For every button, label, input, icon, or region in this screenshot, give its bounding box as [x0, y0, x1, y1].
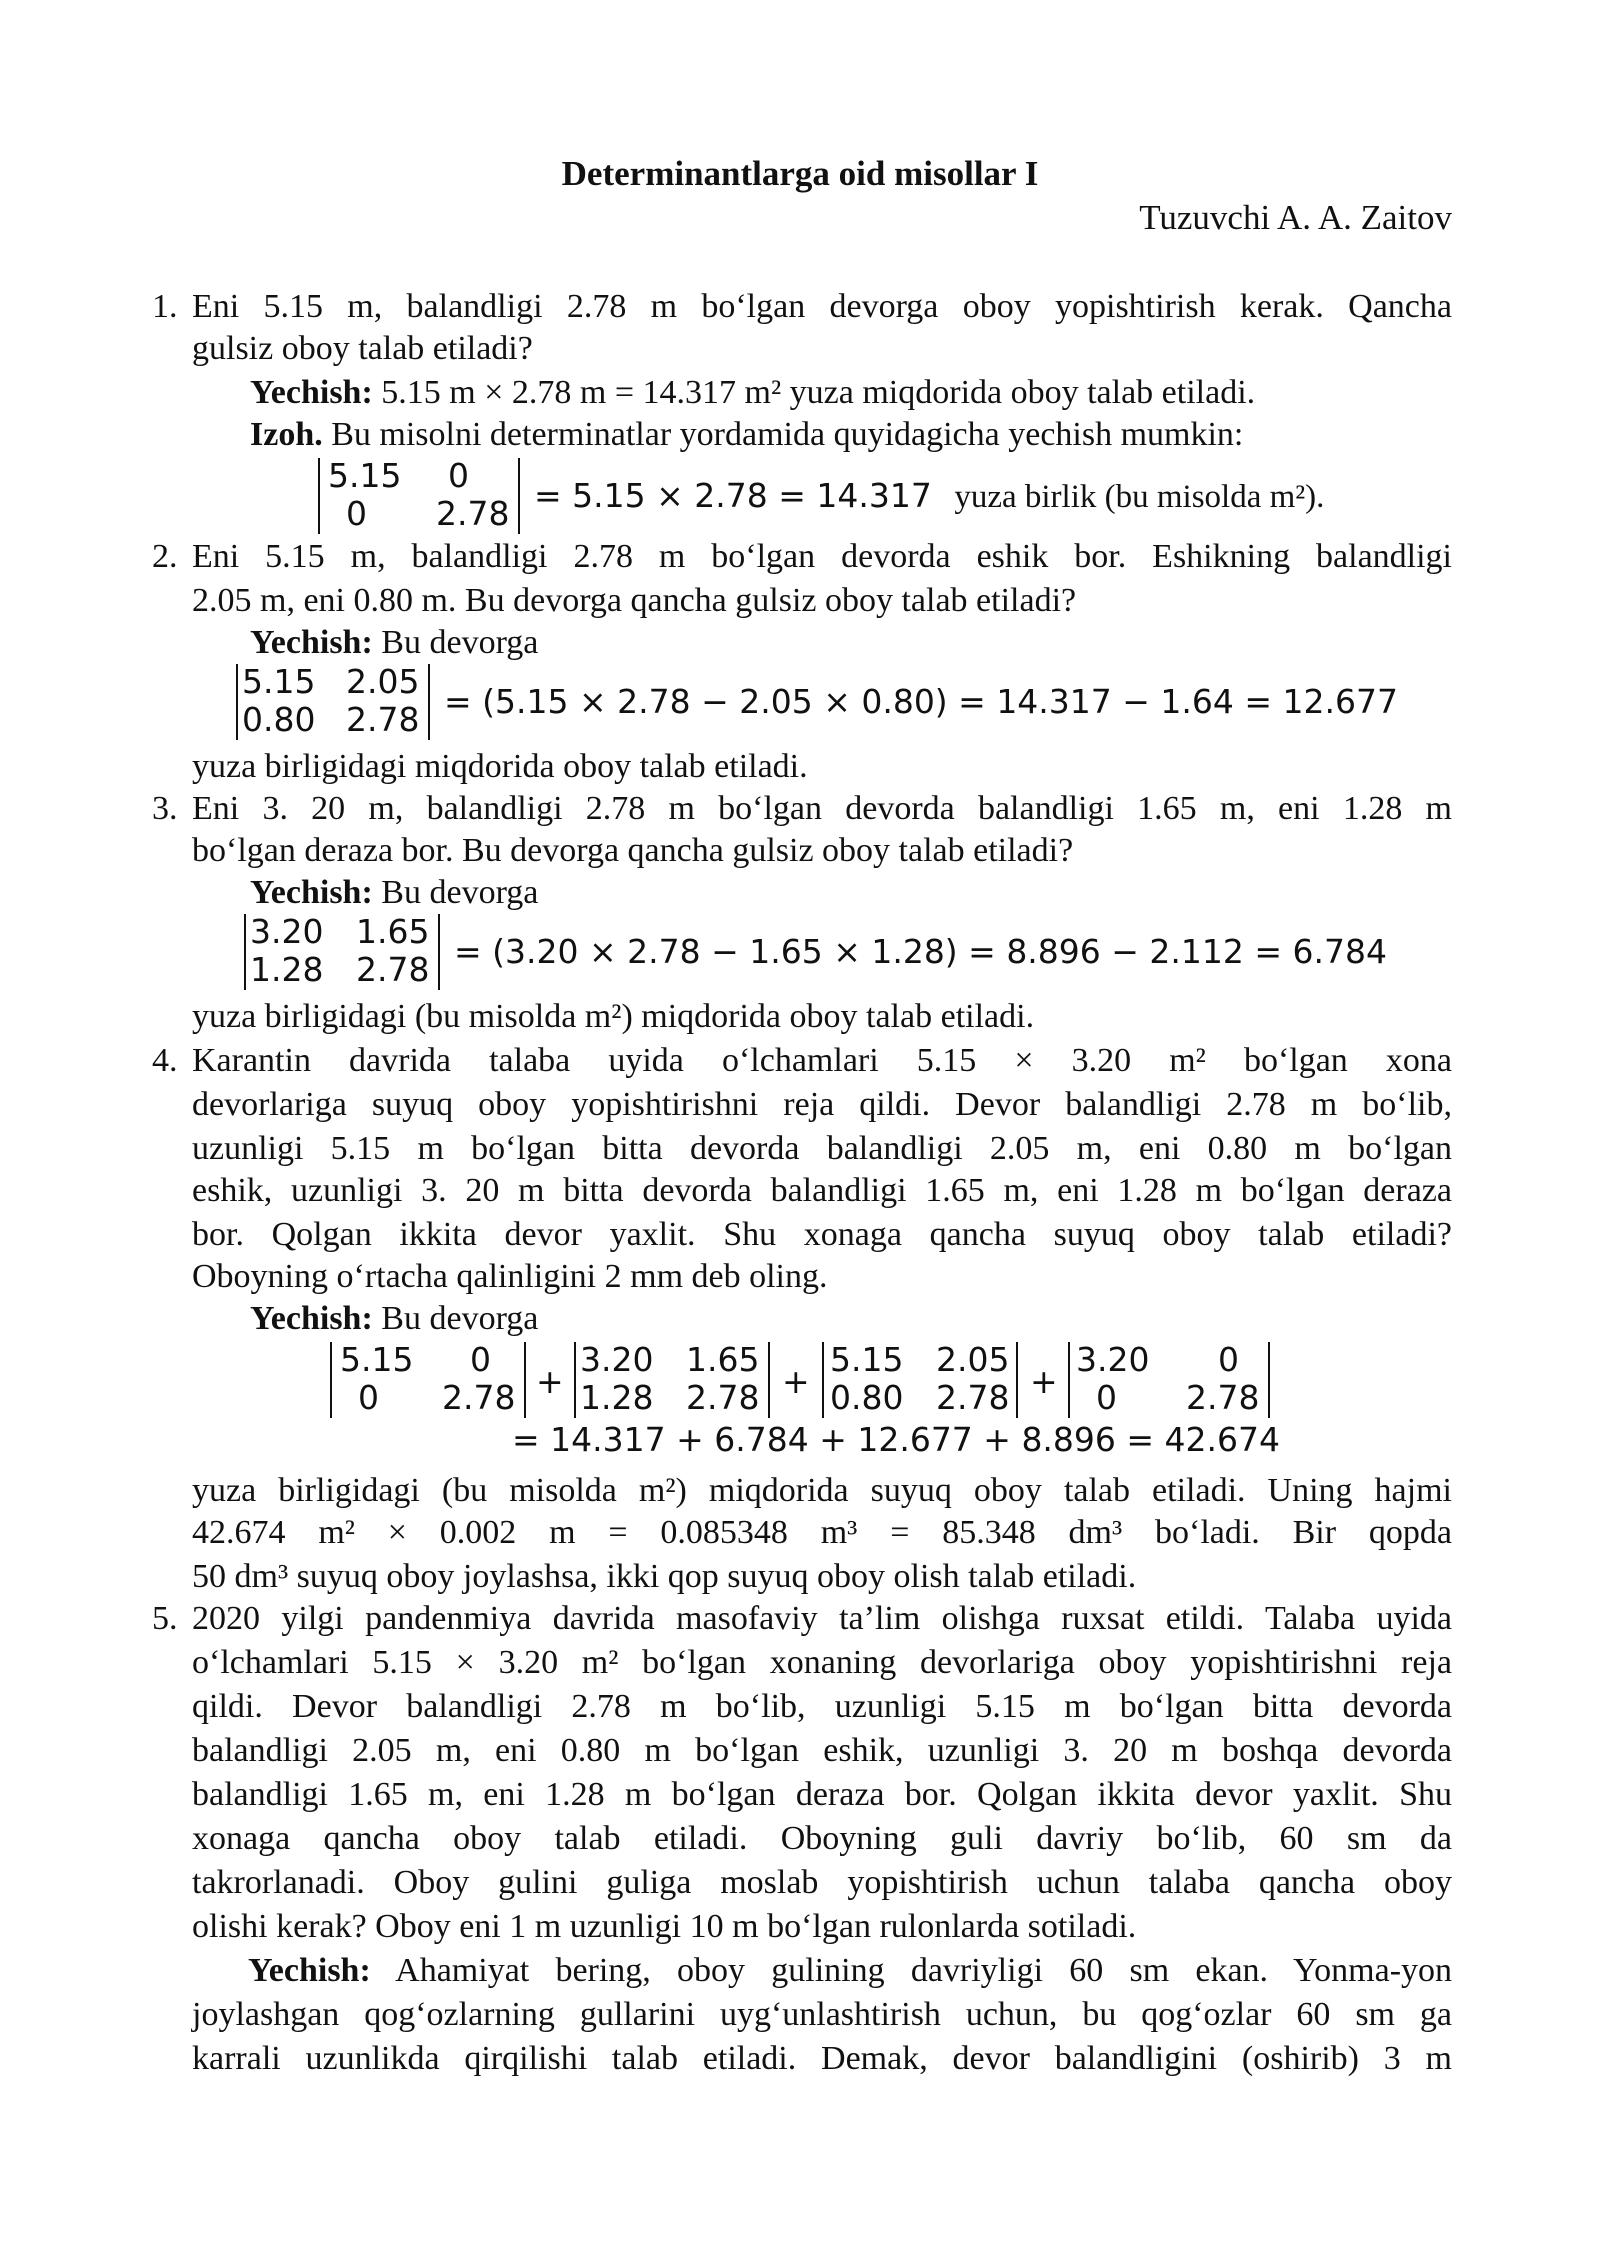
equation: = (3.20 × 2.78 − 1.65 × 1.28) = 8.896 − 2.112 = 6.784	[454, 932, 1387, 971]
determinant-matrix	[318, 458, 520, 534]
problem-text-line: Eni 3. 20 m, balandligi 2.78 m bo‘lgan devorda balandligi 1.65 m, eni 1.28 m	[192, 790, 1452, 827]
matrix-cell: 2.78	[1186, 1378, 1260, 1417]
matrix-cell: 5.15	[328, 456, 402, 495]
problem-text-line: balandligi 2.05 m, eni 0.80 m bo‘lgan eshik, uzunligi 3. 20 m boshqa devorda	[192, 1732, 1452, 1769]
solution-label: Yechish:	[250, 1300, 373, 1337]
problem-text-line: devorlariga suyuq oboy yopishtirishni reja qildi. Devor balandligi 2.78 m bo‘lib,	[192, 1086, 1452, 1123]
matrix-cell: 1.28	[580, 1378, 654, 1417]
problem-text-line: bor. Qolgan ikkita devor yaxlit. Shu xonaga qancha suyuq oboy talab etiladi?	[192, 1216, 1452, 1253]
solution-line	[250, 872, 538, 914]
equation-text: = 5.15 × 2.78 = 14.317	[534, 476, 932, 515]
solution-text-line: yuza birligidagi (bu misolda m²) miqdorida suyuq oboy talab etiladi. Uning hajmi	[192, 1472, 1452, 1509]
matrix-cell: 0	[1096, 1378, 1117, 1417]
problem-number: 2.	[152, 538, 178, 575]
problem-text-line: 2020 yilgi pandenmiya davrida masofaviy ta’lim olishga ruxsat etildi. Talaba uyida	[192, 1600, 1452, 1637]
plus-sign: +	[1030, 1362, 1058, 1401]
determinant-matrix	[574, 1342, 770, 1418]
solution-line	[250, 622, 538, 664]
problem-text-line: Oboyning o‘rtacha qalinligini 2 mm deb oling.	[192, 1258, 828, 1295]
problem-text-line: Eni 5.15 m, balandligi 2.78 m bo‘lgan devorga oboy yopishtirish kerak. Qancha	[192, 288, 1452, 325]
problem-number: 4.	[152, 1042, 178, 1079]
solution-text-line: joylashgan qog‘ozlarning gullarini uyg‘unlashtirish uchun, bu qog‘ozlar 60 sm ga	[192, 1996, 1452, 2033]
matrix-cell: 1.28	[250, 950, 324, 989]
document-author: Tuzuvchi A. A. Zaitov	[1139, 198, 1452, 237]
solution-label: Yechish:	[248, 1952, 371, 1989]
matrix-cell: 2.78	[356, 950, 430, 989]
note-line	[250, 414, 1243, 456]
matrix-cell: 5.15	[830, 1340, 904, 1379]
solution-label: Yechish:	[250, 374, 373, 411]
solution-text-line: 50 dm³ suyuq oboy joylashsa, ikki qop suyuq oboy olish talab etiladi.	[192, 1558, 1137, 1595]
problem-text-line: gulsiz oboy talab etiladi?	[192, 330, 533, 367]
solution-text: Bu devorga	[381, 624, 539, 661]
determinant-matrix	[1068, 1342, 1270, 1418]
solution-line	[192, 1950, 1452, 1992]
determinant-matrix	[330, 1342, 526, 1418]
problem-text-line: qildi. Devor balandligi 2.78 m bo‘lib, uzunligi 5.15 m bo‘lgan bitta devorda	[192, 1688, 1452, 1725]
problem-text-line: xonaga qancha oboy talab etiladi. Oboyning guli davriy bo‘lib, 60 sm da	[192, 1820, 1452, 1857]
matrix-cell: 2.78	[686, 1378, 760, 1417]
matrix-cell: 0	[470, 1340, 491, 1379]
equation	[534, 476, 1324, 517]
matrix-cell: 5.15	[242, 662, 316, 701]
solution-label: Yechish:	[250, 624, 373, 661]
problem-text-line: Eni 5.15 m, balandligi 2.78 m bo‘lgan devorda eshik bor. Eshikning balandligi	[192, 538, 1452, 575]
determinant-matrix	[244, 914, 440, 990]
note-label: Izoh.	[250, 416, 323, 453]
matrix-cell: 1.65	[356, 912, 430, 951]
matrix-cell: 0	[358, 1378, 379, 1417]
matrix-cell: 0	[1218, 1340, 1239, 1379]
matrix-cell: 3.20	[250, 912, 324, 951]
matrix-cell: 1.65	[686, 1340, 760, 1379]
equation-tail: yuza birlik (bu misolda m²).	[954, 479, 1325, 515]
solution-label: Yechish:	[250, 874, 373, 911]
solution-line	[250, 1298, 538, 1340]
problem-text-line: Karantin davrida talaba uyida o‘lchamlari 5.15 × 3.20 m² bo‘lgan xona	[192, 1042, 1452, 1079]
determinant-matrix	[236, 664, 430, 740]
problem-text-line: uzunligi 5.15 m bo‘lgan bitta devorda balandligi 2.05 m, eni 0.80 m bo‘lgan	[192, 1130, 1452, 1167]
matrix-cell: 0	[448, 456, 469, 495]
problem-text-line: 2.05 m, eni 0.80 m. Bu devorga qancha gulsiz oboy talab etiladi?	[192, 582, 1077, 619]
solution-text: 5.15 m × 2.78 m = 14.317 m² yuza miqdorida oboy talab etiladi.	[381, 374, 1256, 411]
solution-text: Ahamiyat bering, oboy gulining davriyligi 60 sm ekan. Yonma-yon	[395, 1952, 1453, 1989]
problem-text-line: olishi kerak? Oboy eni 1 m uzunligi 10 m bo‘lgan rulonlarda sotiladi.	[192, 1908, 1137, 1945]
matrix-cell: 3.20	[1076, 1340, 1150, 1379]
solution-text: Bu devorga	[381, 1300, 539, 1337]
matrix-cell: 2.78	[346, 700, 420, 739]
matrix-cell: 3.20	[580, 1340, 654, 1379]
matrix-cell: 5.15	[340, 1340, 414, 1379]
note-text: Bu misolni determinatlar yordamida quyidagicha yechish mumkin:	[331, 416, 1244, 453]
problem-number: 3.	[152, 790, 178, 827]
equation: = (5.15 × 2.78 − 2.05 × 0.80) = 14.317 − 1.64 = 12.677	[444, 682, 1398, 721]
matrix-cell: 2.05	[936, 1340, 1010, 1379]
problem-number: 1.	[152, 288, 178, 325]
plus-sign: +	[536, 1362, 564, 1401]
problem-text-line: bo‘lgan deraza bor. Bu devorga qancha gulsiz oboy talab etiladi?	[192, 832, 1074, 869]
solution-text-line: karrali uzunlikda qirqilishi talab etiladi. Demak, devor balandligini (oshirib) 3 m	[192, 2040, 1452, 2077]
matrix-cell: 2.78	[436, 494, 510, 533]
problem-text-line: balandligi 1.65 m, eni 1.28 m bo‘lgan deraza bor. Qolgan ikkita devor yaxlit. Shu	[192, 1776, 1452, 1813]
solution-text-line: 42.674 m² × 0.002 m = 0.085348 m³ = 85.348 dm³ bo‘ladi. Bir qopda	[192, 1514, 1452, 1551]
matrix-cell: 0	[346, 494, 367, 533]
determinant-matrix	[822, 1342, 1018, 1418]
problem-number: 5.	[152, 1600, 178, 1637]
solution-line	[250, 372, 1255, 414]
problem-text-line: takrorlanadi. Oboy gulini guliga moslab yopishtirish uchun talaba qancha oboy	[192, 1864, 1452, 1901]
matrix-cell: 2.78	[936, 1378, 1010, 1417]
solution-text-line: yuza birligidagi (bu misolda m²) miqdorida oboy talab etiladi.	[192, 998, 1035, 1035]
problem-text-line: o‘lchamlari 5.15 × 3.20 m² bo‘lgan xonaning devorlariga oboy yopishtirishni reja	[192, 1644, 1452, 1681]
solution-text-line: yuza birligidagi miqdorida oboy talab etiladi.	[192, 748, 808, 785]
plus-sign: +	[782, 1362, 810, 1401]
matrix-cell: 0.80	[242, 700, 316, 739]
equation-sum: = 14.317 + 6.784 + 12.677 + 8.896 = 42.674	[512, 1420, 1281, 1459]
matrix-cell: 2.78	[442, 1378, 516, 1417]
document-title: Determinantlarga oid misollar I	[561, 154, 1039, 193]
solution-text: Bu devorga	[381, 874, 539, 911]
matrix-cell: 2.05	[346, 662, 420, 701]
matrix-cell: 0.80	[830, 1378, 904, 1417]
problem-text-line: eshik, uzunligi 3. 20 m bitta devorda balandligi 1.65 m, eni 1.28 m bo‘lgan deraza	[192, 1172, 1452, 1209]
